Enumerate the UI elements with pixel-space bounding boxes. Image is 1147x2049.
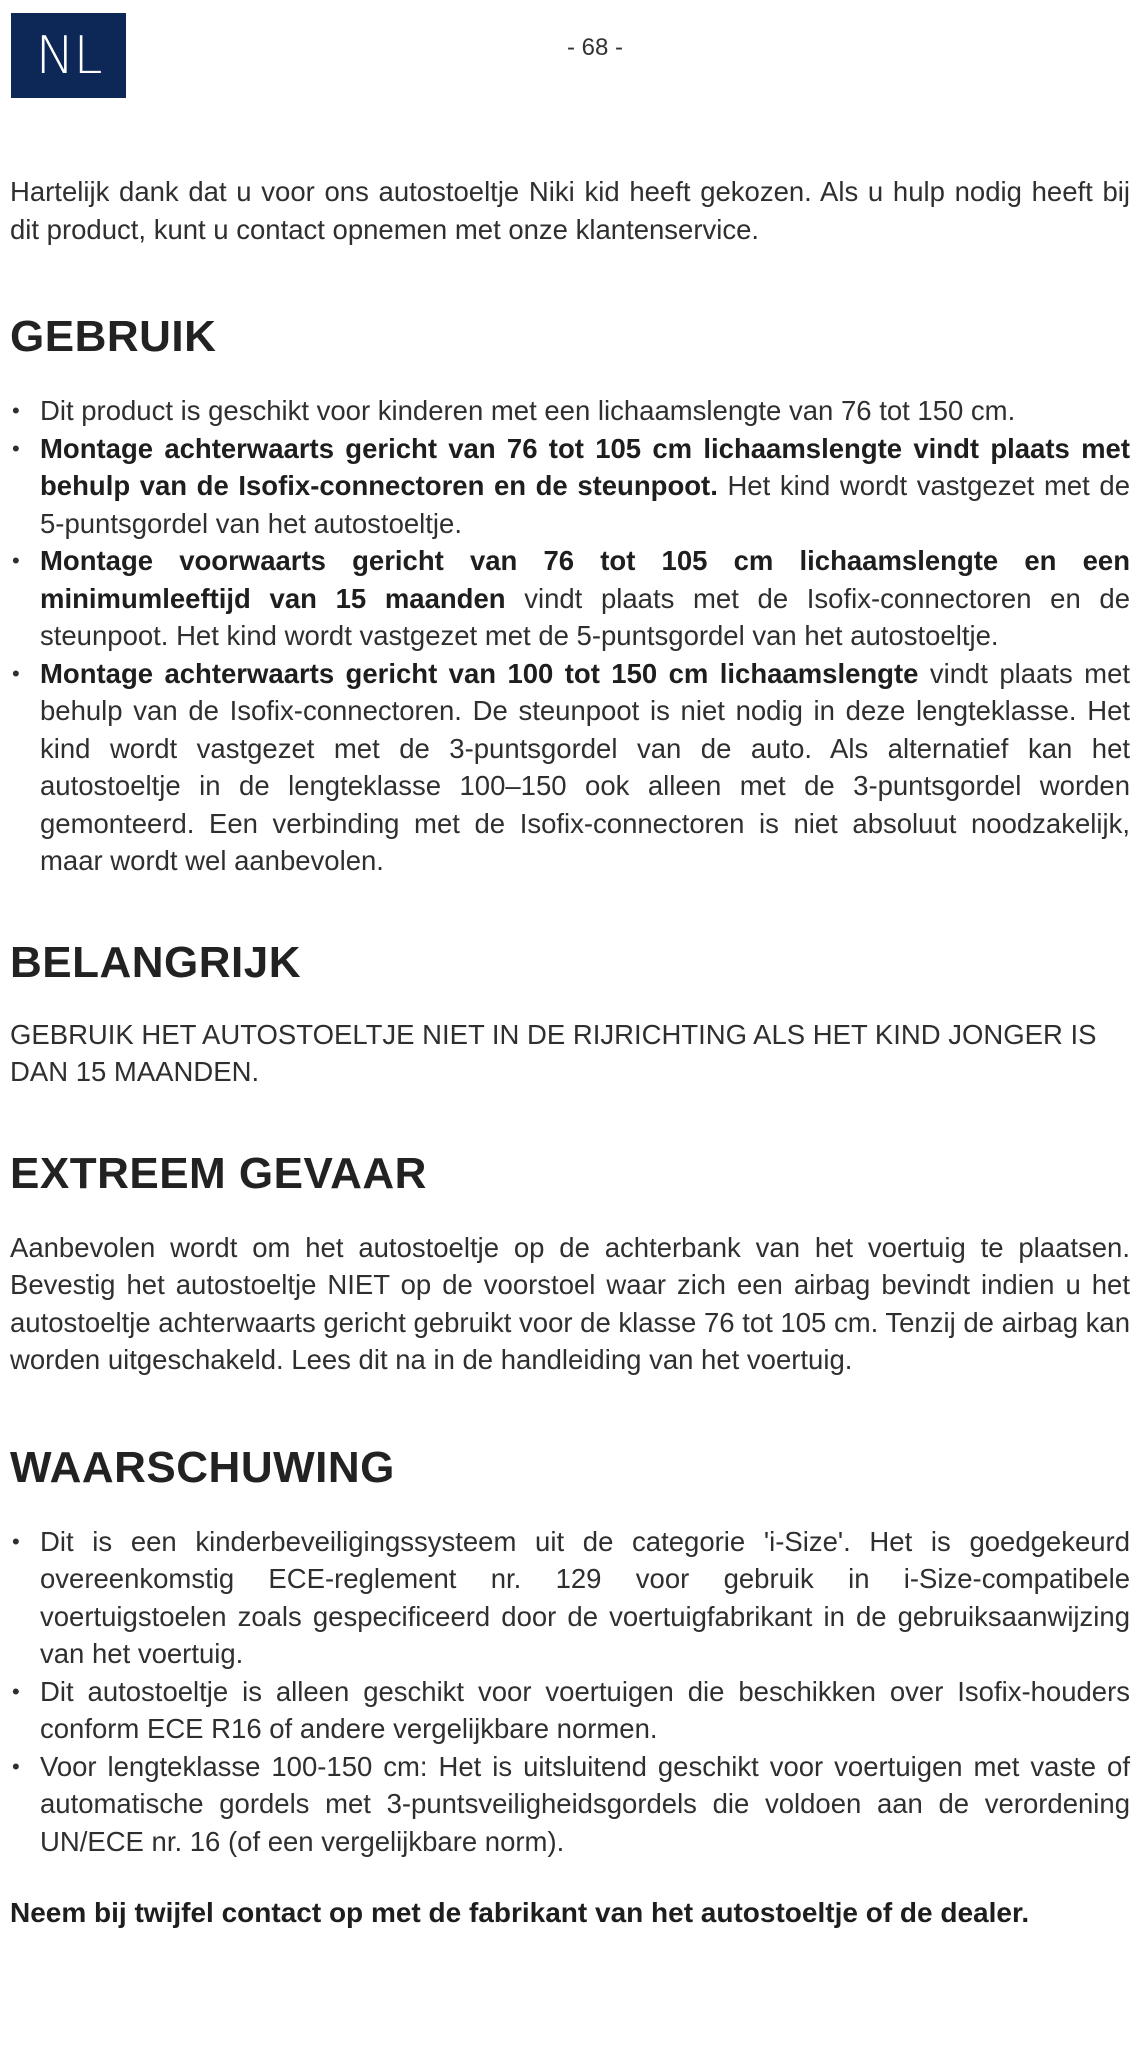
gebruik-list [10, 392, 1130, 880]
waarschuwing-list [10, 1523, 1130, 1861]
list-item: • Dit is een kinderbeveiligingssysteem uit de categorie 'i-Size'. Het is goedgekeurd overeenkomstig ECE-reglement nr. 129 voor gebruik in i-Size-compatibele voertuigstoelen zoals gespecificeerd door de voertuigfabrikant in de gebruiksaanwijzing van het voertuig. [10, 1523, 1130, 1673]
intro-text: Hartelijk dank dat u voor ons autostoeltje Niki kid heeft gekozen. Als u hulp nodig heeft bij dit product, kunt u contact opnemen met onze klantenservice. [10, 176, 1130, 245]
section-heading-extreem-gevaar: EXTREEM GEVAAR [10, 1148, 427, 1198]
final-note: Neem bij twijfel contact op met de fabrikant van het autostoeltje of de dealer. [10, 1897, 1030, 1928]
language-badge: NL [11, 13, 126, 98]
page-number: - 68 - [566, 34, 623, 61]
list-item: • Montage achterwaarts gericht van 100 tot 150 cm lichaamslengte vindt plaats met behulp van de Isofix-connectoren. De steunpoot is niet nodig in deze lengteklasse. Het kind wordt vastgezet met de 3-puntsgordel van de auto. Als alternatief kan het autostoeltje in de lengteklasse 100–150 ook alleen met de 3-puntsgordel worden gemonteerd. Een verbinding met de Isofix-connectoren is niet absoluut noodzakelijk, maar wordt wel aanbevolen. [10, 655, 1130, 880]
list-item: • Dit product is geschikt voor kinderen met een lichaamslengte van 76 tot 150 cm. [10, 392, 1130, 430]
manual-content [10, 173, 1130, 1932]
section-heading-waarschuwing: WAARSCHUWING [10, 1442, 395, 1492]
belangrijk-text: GEBRUIK HET AUTOSTOELTJE NIET IN DE RIJRICHTING ALS HET KIND JONGER IS DAN 15 MAANDEN. [10, 1018, 1097, 1087]
list-item: • Montage achterwaarts gericht van 76 tot 105 cm lichaamslengte vindt plaats met behulp van de Isofix-connectoren en de steunpoot. Het kind wordt vastgezet met de 5-puntsgordel van het autostoeltje. [10, 430, 1130, 543]
list-item: • Dit autostoeltje is alleen geschikt voor voertuigen die beschikken over Isofix-houders conform ECE R16 of andere vergelijkbare normen. [10, 1673, 1130, 1748]
extreem-gevaar-text: Aanbevolen wordt om het autostoeltje op de achterbank van het voertuig te plaatsen. Bevestig het autostoeltje NIET op de voorstoel waar zich een airbag bevindt indien u het autostoeltje achterwaarts gericht gebruikt voor de klasse 76 tot 105 cm. Tenzij de airbag kan worden uitgeschakeld. Lees dit na in de handleiding van het voertuig. [10, 1231, 1130, 1375]
list-item: • Voor lengteklasse 100-150 cm: Het is uitsluitend geschikt voor voertuigen met vaste of automatische gordels met 3-puntsveiligheidsgordels die voldoen aan de verordening UN/ECE nr. 16 (of een vergelijkbare norm). [10, 1748, 1130, 1861]
section-heading-gebruik: GEBRUIK [10, 312, 217, 361]
section-heading-belangrijk: BELANGRIJK [10, 937, 302, 987]
list-item: • Montage voorwaarts gericht van 76 tot 105 cm lichaamslengte en een minimumleeftijd van 15 maanden vindt plaats met de Isofix-connectoren en de steunpoot. Het kind wordt vastgezet met de 5-puntsgordel van het autostoeltje. [10, 542, 1130, 655]
